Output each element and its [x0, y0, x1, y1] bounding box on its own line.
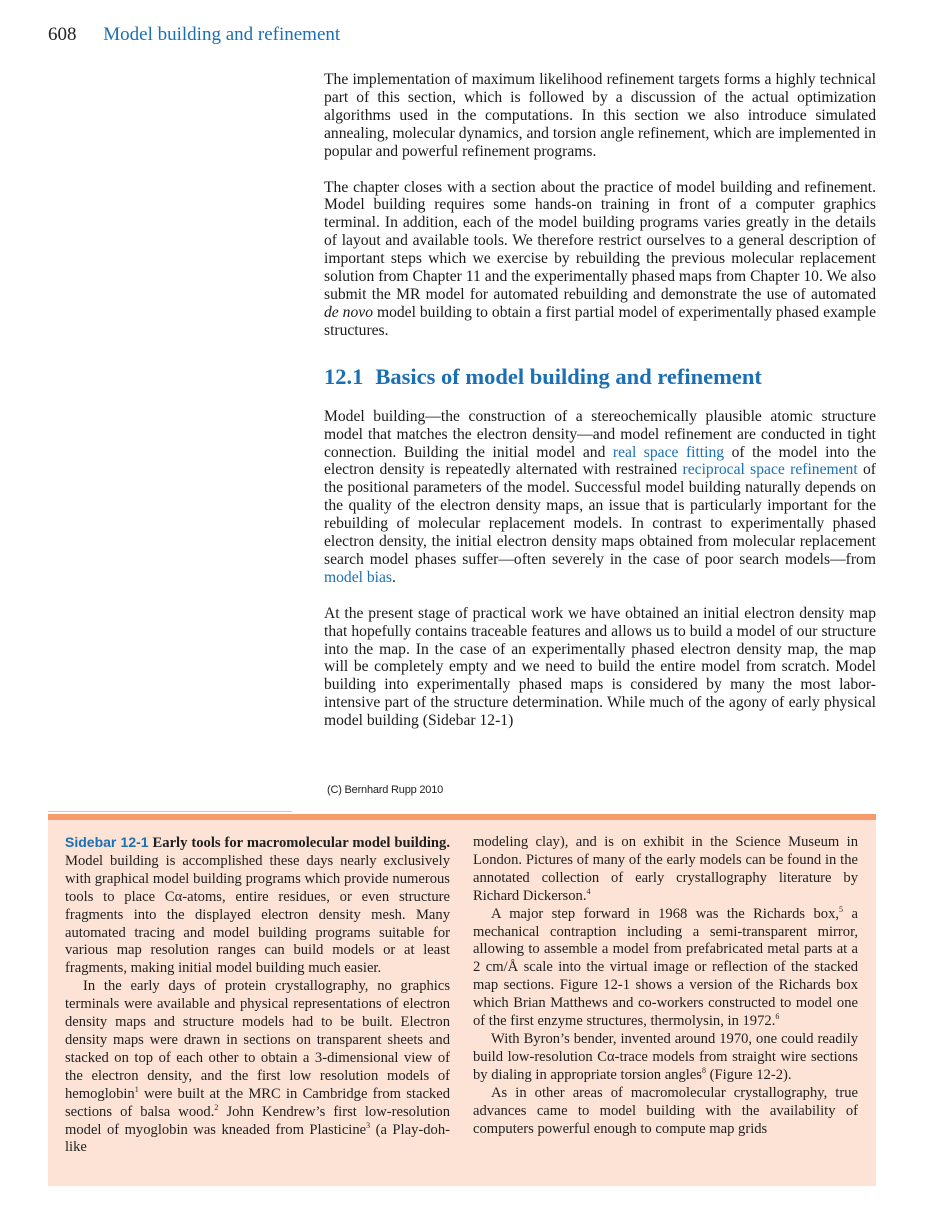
- glossary-link-model-bias[interactable]: model bias: [324, 568, 392, 586]
- sidebar-paragraph: [473, 906, 858, 1031]
- sidebar-paragraph: [473, 1031, 858, 1085]
- section-number: 12.1: [324, 363, 364, 389]
- text-run: With Byron’s bender, invented around 1970, one could readily build low-resolution Cα-trace models from straight wire sections by dialing in appropriate torsion angles: [473, 1030, 858, 1083]
- sidebar-left-column: [65, 834, 450, 1157]
- running-title: Model building and refinement: [103, 24, 341, 45]
- footnote-ref[interactable]: 2: [214, 1102, 219, 1112]
- text-run: John Kendrew’s first low-resolution model of myoglobin was kneaded from Plasticine: [65, 1103, 450, 1138]
- intro-paragraph-1: The implementation of maximum likelihood refinement targets forms a highly technical part of this section, which is followed by a discussion of the actual optimization algorithms used in the computations. In this section we also introduce simulated annealing, molecular dynamics, and torsion angle refinement, which are implemented in popular and powerful refinement programs.: [324, 71, 876, 160]
- text-run: (Figure 12-2).: [706, 1066, 792, 1083]
- text-run: modeling clay), and is on exhibit in the Science Museum in London. Pictures of many of the early models can be found in the annotated collection of early crystallography literature by Richard Dickerson.: [473, 834, 858, 904]
- text-run: The chapter closes with a section about the practice of model building and refinement. Model building requires some hands-on training in front of a computer graphics terminal. In addition, each of the model building programs varies greatly in the details of layout and available tools. We therefore restrict ourselves to a general description of important steps which we exercise by rebuilding the previous molecular replacement solution from Chapter 11 and the experimentally phased maps from Chapter 10. We also submit the MR model for automated rebuilding and demonstrate the use of automated: [324, 178, 876, 303]
- footnote-ref[interactable]: 1: [134, 1084, 139, 1094]
- intro-paragraph-2: [324, 179, 876, 340]
- footnote-ref[interactable]: 8: [702, 1065, 706, 1075]
- glossary-link-real-space-fitting[interactable]: real space fitting: [612, 443, 725, 461]
- running-header: [48, 24, 340, 46]
- text-run: Model building—the construction of a stereochemically plausible atomic structure model that matches the electron density—and model refinement are conducted in tight connection. Building the initial model and: [324, 407, 876, 461]
- sidebar-paragraph: [473, 834, 858, 906]
- text-run: were built at the MRC in Cambridge from stacked sections of balsa wood.: [65, 1085, 450, 1120]
- sidebar-right-column: [473, 834, 858, 1157]
- section-paragraph-1: [324, 408, 876, 587]
- text-run: .: [392, 568, 396, 586]
- sidebar-title: Early tools for macromolecular model building.: [152, 835, 450, 851]
- copyright-notice: (C) Bernhard Rupp 2010: [327, 784, 444, 796]
- text-run: Model building is accomplished these days nearly exclusively with graphical model building programs which provide numerous tools to place Cα-atoms, entire residues, or even structure fragments into the displayed electron density mesh. Many automated tracing and model building programs suitable for various map resolution ranges can build models or at least fragments, making initial model building much easier.: [65, 852, 450, 977]
- footnote-ref[interactable]: 4: [586, 886, 591, 896]
- footnote-ref[interactable]: 6: [775, 1012, 780, 1022]
- section-title: Basics of model building and refinement: [375, 363, 762, 389]
- italic-term: de novo: [324, 303, 373, 321]
- footnote-ref[interactable]: 3: [366, 1120, 371, 1130]
- sidebar-paragraph: [65, 834, 450, 978]
- text-run: of the model into the electron density is repeatedly alternated with restrained: [324, 443, 876, 479]
- main-text-column: [324, 71, 876, 748]
- page-number: 608: [48, 24, 77, 45]
- sidebar-paragraph: [65, 978, 450, 1157]
- glossary-link-reciprocal-space-refinement[interactable]: reciprocal space refinement: [682, 461, 858, 479]
- text-run: of the positional parameters of the model. Successful model building naturally depends on the quality of the electron density maps, an issue that is particularly important for the rebuilding of molecular replacement models. In contrast to experimentally phased electron density, the initial electron density maps obtained from molecular replacement search model phases suffer—often severely in the case of poor search models—from: [324, 461, 877, 568]
- text-run: (a Play-doh-like: [65, 1121, 450, 1156]
- section-paragraph-2: At the present stage of practical work we have obtained an initial electron density map that hopefully contains traceable features and allows us to build a model of our structure into the map. In the case of an experimentally phased electron density map, the map will be completely empty and we need to build the entire model from scratch. Model building into experimentally phased maps is considered by many the most labor-intensive part of the structure determination. While much of the agony of early physical model building (Sidebar 12-1): [324, 604, 876, 730]
- footnote-ref[interactable]: 5: [839, 904, 844, 914]
- section-heading: [324, 364, 876, 390]
- sidebar-label: Sidebar 12-1: [65, 834, 149, 850]
- text-run: In the early days of protein crystallography, no graphics terminals were available and physical representations of electron density maps and structure models had to be built. Electron density maps were drawn in sections on transparent sheets and stacked on top of each other to obtain a 3-dimensional view of the electron density, and the first low resolution models of hemoglobin: [65, 978, 450, 1102]
- sidebar-paragraph: As in other areas of macromolecular crystallography, true advances came to model building with the availability of computers powerful enough to compute map grids: [473, 1084, 858, 1137]
- text-run: a mechanical contraption including a semi-transparent mirror, allowing to assemble a model from prefabricated metal parts at a 2 cm/Å scale into the virtual image or reflection of the stacked map sections. Figure 12-1 shows a version of the Richards box which Brian Matthews and co-workers constructed to model one of the first enzyme structures, thermolysin, in 1972.: [473, 905, 858, 1030]
- sidebar-box: [48, 814, 876, 1186]
- text-run: model building to obtain a first partial model of experimentally phased example structures.: [324, 303, 877, 339]
- text-run: A major step forward in 1968 was the Richards box,: [491, 905, 840, 922]
- divider: [48, 811, 292, 812]
